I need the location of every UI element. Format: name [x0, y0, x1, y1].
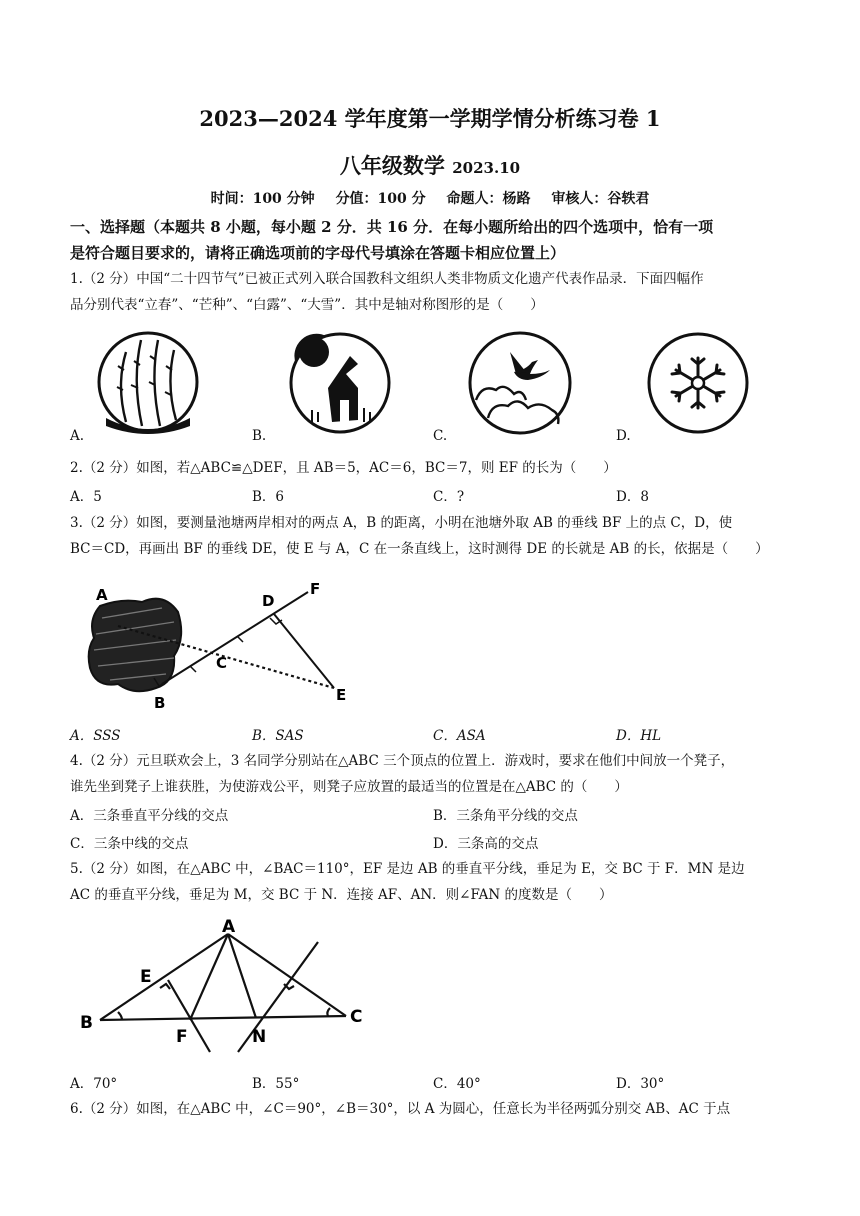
- q1-line1: 1.（2 分）中国“二十四节气”已被正式列入联合国教科文组织人类非物质文化遗产代表作品录．下面四幅作: [70, 271, 704, 287]
- q2-option-c[interactable]: C．?: [433, 489, 465, 505]
- question-6: 6.（2 分）如图，在△ABC 中，∠C＝90°，∠B＝30°，以 A 为圆心，任意长为半径两弧分别交 AB、AC 于点: [70, 1101, 731, 1117]
- q2-option-d[interactable]: D．8: [616, 489, 649, 505]
- meta-author: 命题人：杨路: [446, 191, 531, 207]
- q3-option-c[interactable]: C．ASA: [433, 728, 486, 744]
- q2-option-a[interactable]: A．5: [70, 489, 102, 505]
- q3-line2: BC＝CD，再画出 BF 的垂线 DE，使 E 与 A，C 在一条直线上，这时测得 DE 的长就是 AB 的长，依据是（ ）: [70, 541, 769, 557]
- exam-title: 2023—2024 学年度第一学期学情分析练习卷 1: [199, 106, 661, 131]
- q3-label-b: B: [154, 694, 166, 712]
- q5-option-d[interactable]: D．30°: [616, 1076, 665, 1092]
- meta-reviewer: 审核人：谷轶君: [551, 191, 650, 207]
- subject-grade: 八年级数学: [339, 153, 445, 178]
- q5-line2: AC 的垂直平分线，垂足为 M，交 BC 于 N．连接 AF、AN．则∠FAN 的度数是（ ）: [70, 887, 613, 903]
- q5-label-b: B: [80, 1013, 93, 1033]
- question-3: [70, 510, 800, 562]
- daxue-snowflake-image: [646, 330, 750, 436]
- q4-option-b[interactable]: B．三条角平分线的交点: [433, 808, 578, 824]
- q3-label-d: D: [262, 592, 275, 610]
- q2-option-b[interactable]: B．6: [252, 489, 285, 505]
- q5-label-n: N: [252, 1027, 267, 1047]
- q3-option-a[interactable]: A．SSS: [70, 728, 121, 744]
- q5-option-a[interactable]: A．70°: [70, 1076, 118, 1092]
- q3-pond-figure: [82, 578, 362, 712]
- section-heading-line1: 一、选择题（本题共 8 小题，每小题 2 分．共 16 分．在每小题所给出的四个选项中，恰有一项: [70, 218, 714, 236]
- q1-option-b[interactable]: B.: [252, 428, 267, 444]
- q4-line1: 4.（2 分）元旦联欢会上，3 名同学分别站在△ABC 三个顶点的位置上．游戏时，要求在他们中间放一个凳子，: [70, 753, 735, 769]
- q3-label-e: E: [336, 686, 347, 704]
- q5-option-b[interactable]: B．55°: [252, 1076, 300, 1092]
- meta-time: 时间：100 分钟: [210, 191, 315, 207]
- q1-option-a[interactable]: A.: [70, 428, 85, 444]
- q3-label-c: C: [216, 654, 228, 672]
- question-5: [70, 856, 800, 908]
- q5-label-f: F: [176, 1027, 188, 1047]
- question-4: [70, 748, 800, 800]
- q4-line2: 谁先坐到凳子上谁获胜，为使游戏公平，则凳子应放置的最适当的位置是在△ABC 的（ ）: [70, 779, 628, 795]
- section-heading: [70, 214, 810, 266]
- q1-option-d[interactable]: D.: [616, 428, 631, 444]
- mangzhong-house-image: [288, 330, 392, 436]
- q3-label-a: A: [96, 586, 108, 604]
- q3-line1: 3.（2 分）如图，要测量池塘两岸相对的两点 A，B 的距离，小明在池塘外取 AB 的垂线 BF 上的点 C，D，使: [70, 515, 733, 531]
- question-2: 2.（2 分）如图，若△ABC≌△DEF，且 AB＝5，AC＝6，BC＝7，则 EF 的长为（ ）: [70, 460, 617, 476]
- question-1: [70, 266, 800, 318]
- q4-option-d[interactable]: D．三条高的交点: [433, 836, 539, 852]
- q5-label-a: A: [222, 917, 236, 937]
- q5-label-c: C: [350, 1007, 363, 1027]
- meta-score: 分值：100 分: [335, 191, 426, 207]
- q5-triangle-figure: [78, 912, 378, 1062]
- bailu-bird-image: [466, 330, 574, 436]
- exam-date: 2023.10: [452, 159, 521, 177]
- exam-meta: [0, 188, 860, 208]
- q5-label-e: E: [140, 967, 152, 987]
- q4-option-c[interactable]: C．三条中线的交点: [70, 836, 189, 852]
- q1-option-c[interactable]: C.: [433, 428, 448, 444]
- q5-line1: 5.（2 分）如图，在△ABC 中，∠BAC＝110°，EF 是边 AB 的垂直平分线，垂足为 E，交 BC 于 F．MN 是边: [70, 861, 745, 877]
- q3-option-b[interactable]: B．SAS: [252, 728, 304, 744]
- lichun-willow-image: [96, 330, 200, 434]
- q4-option-a[interactable]: A．三条垂直平分线的交点: [70, 808, 229, 824]
- q5-option-c[interactable]: C．40°: [433, 1076, 481, 1092]
- exam-subtitle: [0, 150, 860, 180]
- q1-line2: 品分别代表“立春”、“芒种”、“白露”、“大雪”．其中是轴对称图形的是（ ）: [70, 297, 544, 313]
- q3-label-f: F: [310, 580, 321, 598]
- q3-option-d[interactable]: D．HL: [616, 728, 662, 744]
- section-heading-line2: 是符合题目要求的，请将正确选项前的字母代号填涂在答题卡相应位置上）: [70, 244, 566, 262]
